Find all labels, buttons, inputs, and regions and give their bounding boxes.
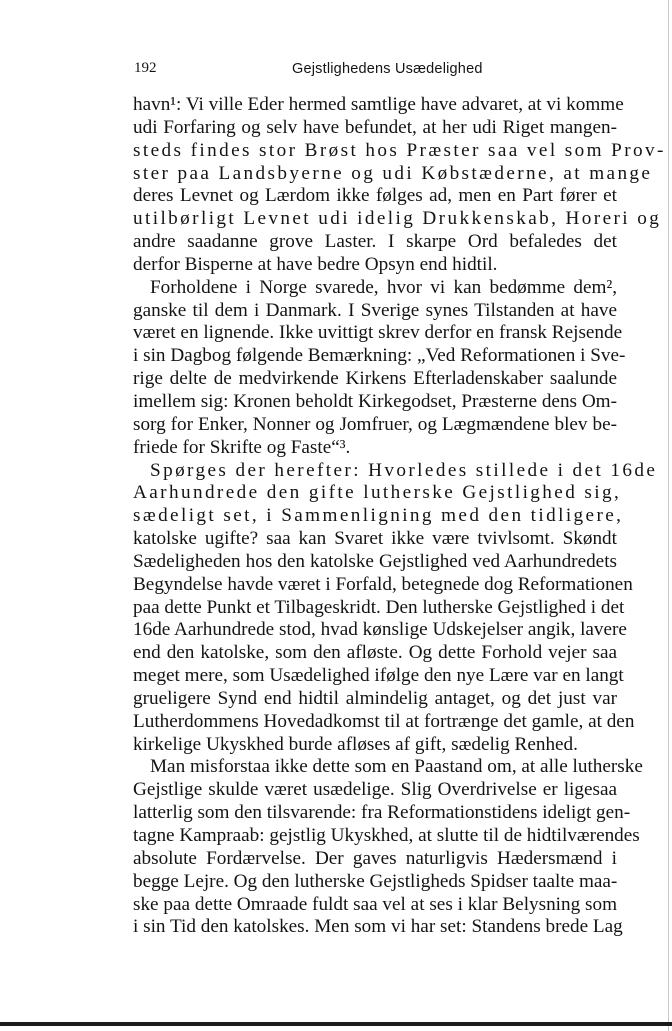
text-line: ske paa dette Omraade fuldt saa vel at ses i klar Belysning som [133,893,617,915]
text-line: sorg for Enker, Nonner og Jomfruer, og Lægmændene blev be- [133,413,617,435]
text-line: paa dette Punkt et Tilbageskridt. Den lutherske Gejstlighed i det [133,596,625,618]
text-line: begge Lejre. Og den lutherske Gejstligheds Spidser taalte maa- [133,870,618,892]
text-line: udi Forfaring og selv have befundet, at her udi Riget mangen- [133,116,617,138]
text-line: grueligere Synd end hidtil almindelig antaget, og det just var [133,687,617,709]
text-line: tagne Kampraab: gejstlig Ukyskhed, at slutte til de hidtilværendes [133,825,640,846]
page-edge-rule [668,0,669,1031]
text-line: friede for Skrifte og Faste“³. [133,436,351,458]
text-line: sædeligt set, i Sammenligning med den tidligere, [133,505,624,527]
text-line: Lutherdommens Hovedadkomst til at fortrænge det gamle, at den [133,710,635,732]
text-line: meget mere, som Usædelighed ifølge den nye Lære var en langt [133,665,624,687]
page-number: 192 [134,60,157,76]
text-line: været en lignende. Ikke uvittigt skrev derfor en fransk Rejsende [133,322,623,344]
text-line: ster paa Landsbyerne og udi Købstæderne, at mange [133,162,653,184]
text-line: i sin Dagbog følgende Bemærkning: „Ved Reformationen i Sve- [133,345,626,367]
text-line: katolske ugifte? saa kan Svaret ikke være tvivlsomt. Skøndt [133,528,617,550]
text-line: ganske til dem i Danmark. I Sverige synes Tilstanden at have [133,299,617,321]
scan-bottom-edge [0,1022,672,1026]
running-title: Gejstlighedens Usædelighed [292,61,483,77]
text-line: latterlig som den tilsvarende: fra Reformationstidens ideligt gen- [133,802,631,824]
text-line: end den katolske, som den afløste. Og dette Forhold vejer saa [133,642,617,664]
text-line: i sin Tid den katolskes. Men som vi har set: Standens brede Lag [133,916,623,938]
page-header [134,60,614,82]
text-line: utilbørligt Levnet udi idelig Drukkenskab, Horeri og [133,208,662,230]
text-line: 16de Aarhundrede stod, hvad kønslige Udskejelser angik, lavere [133,619,627,641]
text-line: Man misforstaa ikke dette som en Paastand om, at alle lutherske [150,756,643,778]
text-line: kirkelige Ukyskhed burde afløses af gift, sædelig Renhed. [133,733,578,755]
text-line: Spørges der herefter: Hvorledes stillede i det 16de [150,459,658,481]
text-line: derfor Bisperne at have bedre Opsyn end hidtil. [133,253,498,275]
text-line: andre saadanne grove Laster. I skarpe Ord befaledes det [133,231,617,253]
text-line: Forholdene i Norge svarede, hvor vi kan bedømme dem², [150,276,617,298]
text-line: steds findes stor Brøst hos Præster saa vel som Prov- [133,139,666,161]
text-line: imellem sig: Kronen beholdt Kirkegodset, Præsterne dens Om- [133,390,617,412]
text-line: absolute Fordærvelse. Der gaves naturligvis Hædersmænd i [133,847,617,869]
text-line: Sædeligheden hos den katolske Gejstlighed ved Aarhundredets [133,550,617,572]
text-line: deres Levnet og Lærdom ikke følges ad, men en Part fører et [133,185,617,207]
text-line: havn¹: Vi ville Eder hermed samtlige have advaret, at vi komme [133,94,624,115]
text-line: Begyndelse havde været i Forfald, betegnede dog Reformationen [133,573,633,595]
body-text [133,94,666,939]
text-line: Gejstlige skulde været usædelige. Slig Overdrivelse er ligesaa [133,779,617,801]
text-line: rige delte de medvirkende Kirkens Efterladenskaber saalunde [133,368,617,390]
text-line: Aarhundrede den gifte lutherske Gejstlighed sig, [133,482,622,504]
